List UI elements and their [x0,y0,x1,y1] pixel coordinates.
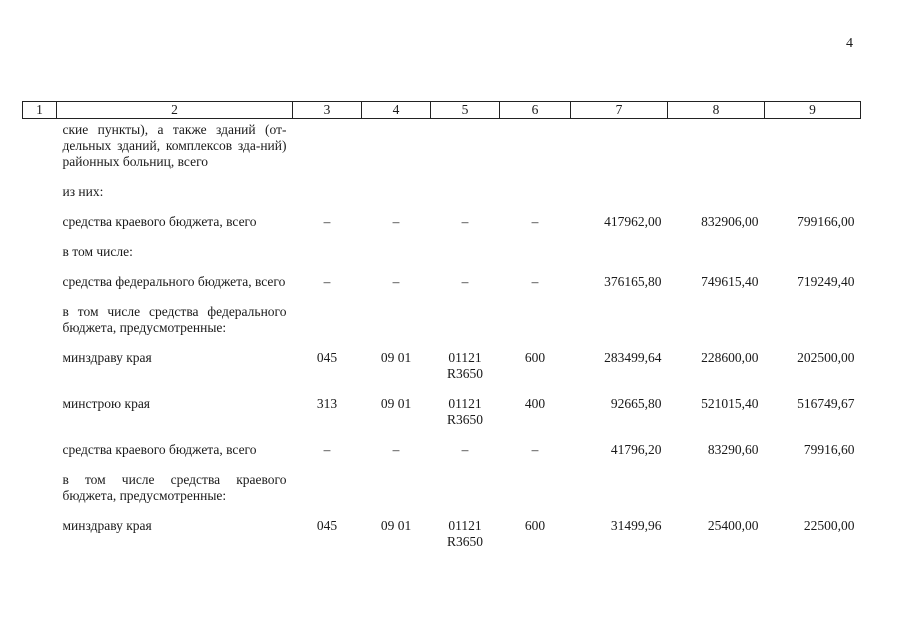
cell-col-4 [362,230,431,260]
cell-col-6 [500,458,571,504]
table-row [23,230,861,260]
cell-col-6: – [531,274,539,289]
col-header-3: 3 [293,102,362,119]
cell-col-3 [293,170,362,200]
col-header-8: 8 [668,102,765,119]
cell-col-9: 516749,67 [797,396,855,411]
cell-col-1 [23,458,57,504]
cell-col-4: – [392,214,400,229]
col-header-5: 5 [431,102,500,119]
cell-col-4: – [392,442,400,457]
table-row [23,290,861,336]
row-description: в том числе: [62,244,133,259]
cell-col-9: 202500,00 [797,350,855,365]
table-row [23,504,861,550]
col-header-6: 6 [500,102,571,119]
cell-col-1 [23,230,57,260]
cell-col-8 [668,458,765,504]
row-description: средства краевого бюджета, всего [62,214,257,229]
table-row [23,119,861,171]
cell-col-8 [668,170,765,200]
cell-col-9: 719249,40 [797,274,855,289]
column-number-row [23,102,861,119]
cell-col-5 [431,119,500,171]
table-row [23,170,861,200]
cell-col-6: – [531,442,539,457]
cell-col-6 [500,290,571,336]
cell-col-7 [571,230,668,260]
cell-col-4: 09 01 [380,396,412,411]
cell-col-5: 01121 R3650 [446,396,483,427]
cell-col-1 [23,290,57,336]
cell-col-7 [571,290,668,336]
cell-col-6: – [531,214,539,229]
cell-col-5: 01121 R3650 [446,350,483,381]
cell-col-5 [431,458,500,504]
cell-col-6: 600 [524,350,546,365]
cell-col-7: 92665,80 [610,396,662,411]
cell-col-3: 045 [316,518,338,533]
cell-col-6 [500,170,571,200]
cell-col-5 [431,290,500,336]
cell-col-8: 749615,40 [701,274,759,289]
cell-col-7 [571,170,668,200]
col-header-1: 1 [23,102,57,119]
row-description: минстрою края [62,396,151,411]
cell-col-7: 417962,00 [604,214,662,229]
cell-col-3: – [323,214,331,229]
col-header-2: 2 [57,102,293,119]
cell-col-1 [23,428,57,458]
cell-col-9 [765,170,861,200]
budget-table [22,101,861,550]
cell-col-8: 228600,00 [701,350,759,365]
cell-col-3: – [323,442,331,457]
cell-col-8: 83290,60 [707,442,759,457]
cell-col-9 [765,230,861,260]
cell-col-3 [293,290,362,336]
cell-col-4: – [392,274,400,289]
cell-col-5: 01121 R3650 [446,518,483,549]
col-header-9: 9 [765,102,861,119]
cell-col-8: 832906,00 [701,214,759,229]
cell-col-1 [23,200,57,230]
cell-col-8 [668,230,765,260]
table-row [23,336,861,382]
cell-col-3: 313 [316,396,338,411]
row-description: средства федерального бюджета, всего [62,274,286,289]
cell-col-6 [500,119,571,171]
cell-col-7: 283499,64 [604,350,662,365]
table-row [23,382,861,428]
cell-col-3: – [323,274,331,289]
cell-col-4 [362,290,431,336]
cell-col-7: 41796,20 [610,442,662,457]
cell-col-1 [23,119,57,171]
cell-col-1 [23,260,57,290]
row-description: в том числе средства федерального бюджета, предусмотренные: [62,304,287,335]
cell-col-9 [765,290,861,336]
cell-col-5: – [461,214,469,229]
col-header-4: 4 [362,102,431,119]
cell-col-4 [362,458,431,504]
row-description: средства краевого бюджета, всего [62,442,257,457]
row-description: ские пункты), а также зданий (от-дельных зданий, комплексов зда-ний) районных больниц, всего [62,122,287,169]
table-row [23,458,861,504]
cell-col-6 [500,230,571,260]
cell-col-6: 400 [524,396,546,411]
cell-col-7: 31499,96 [610,518,662,533]
table-row [23,428,861,458]
cell-col-8 [668,119,765,171]
cell-col-5: – [461,442,469,457]
cell-col-4 [362,170,431,200]
row-description: минздраву края [62,518,152,533]
cell-col-5 [431,170,500,200]
cell-col-1 [23,382,57,428]
page-number: 4 [846,36,853,51]
cell-col-3 [293,230,362,260]
cell-col-8: 521015,40 [701,396,759,411]
cell-col-5: – [461,274,469,289]
cell-col-9 [765,458,861,504]
cell-col-3 [293,458,362,504]
cell-col-8 [668,290,765,336]
cell-col-9: 22500,00 [803,518,855,533]
cell-col-1 [23,170,57,200]
cell-col-1 [23,504,57,550]
cell-col-9: 799166,00 [797,214,855,229]
row-description: из них: [62,184,104,199]
cell-col-6: 600 [524,518,546,533]
cell-col-7 [571,458,668,504]
cell-col-9: 79916,60 [803,442,855,457]
cell-col-4: 09 01 [380,518,412,533]
col-header-7: 7 [571,102,668,119]
cell-col-4: 09 01 [380,350,412,365]
table-row [23,260,861,290]
cell-col-3: 045 [316,350,338,365]
table-row [23,200,861,230]
cell-col-1 [23,336,57,382]
cell-col-9 [765,119,861,171]
cell-col-3 [293,119,362,171]
row-description: минздраву края [62,350,152,365]
cell-col-4 [362,119,431,171]
cell-col-5 [431,230,500,260]
cell-col-7: 376165,80 [604,274,662,289]
cell-col-7 [571,119,668,171]
row-description: в том числе средства краевого бюджета, предусмотренные: [62,472,287,503]
cell-col-8: 25400,00 [707,518,759,533]
